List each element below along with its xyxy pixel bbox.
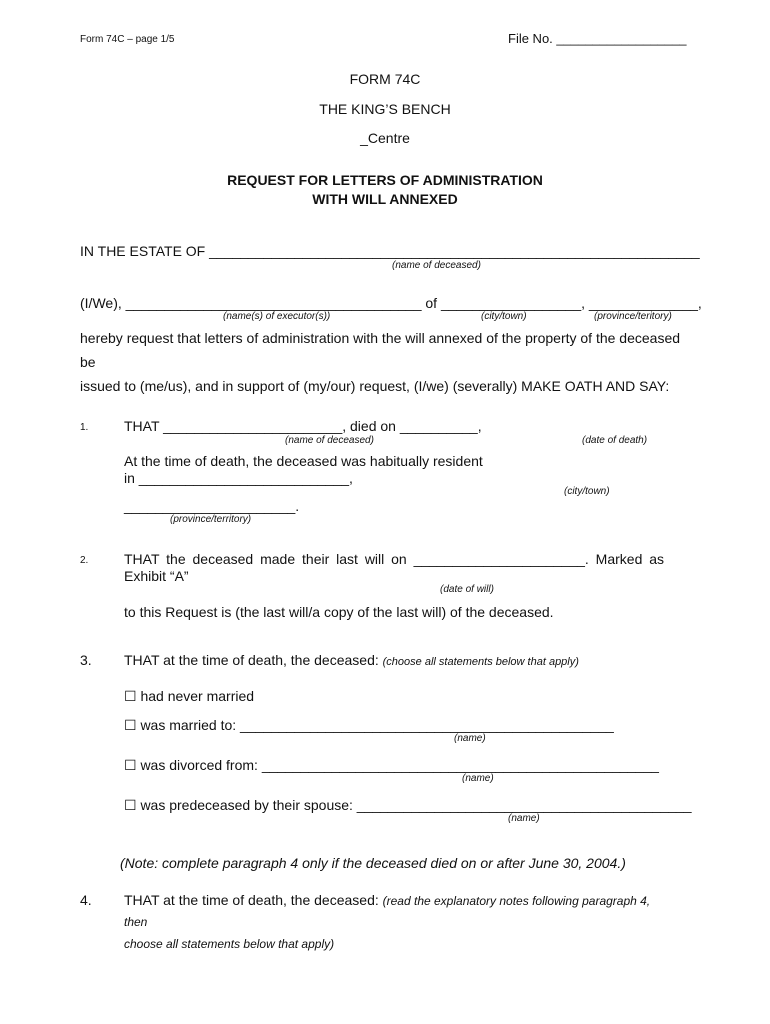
p1-name-note: (name of deceased): [285, 435, 374, 446]
applicant-city-note: (city/town): [481, 311, 527, 322]
paragraph-2-exhibit: Exhibit “A”: [124, 568, 189, 584]
paragraph-1-line: THAT _______________________, died on __________,: [124, 418, 482, 434]
form-title: FORM 74C: [349, 71, 421, 87]
p1-city-note: (city/town): [564, 486, 610, 497]
p1-province-line: ______________________.: [124, 498, 300, 514]
request-title-line1: REQUEST FOR LETTERS OF ADMINISTRATION: [227, 172, 543, 188]
p1-resident-city: in ___________________________,: [124, 470, 353, 486]
p2-date-note: (date of will): [440, 584, 494, 595]
paragraph-2-number: 2.: [80, 555, 89, 566]
paragraph-1-number: 1.: [80, 422, 89, 433]
request-text: hereby request that letters of administration with the will annexed of the property of the deceased: [80, 330, 681, 346]
request-title-line2: WITH WILL ANNEXED: [312, 191, 458, 207]
married-name-note: (name): [454, 733, 486, 744]
request-text-cont: be: [80, 354, 96, 370]
option-divorced-from[interactable]: ☐ was divorced from: ___________________________________________________: [124, 757, 659, 773]
p1-province-note: (province/territory): [170, 514, 252, 525]
paragraph-4-number: 4.: [80, 892, 92, 908]
predeceased-name-note: (name): [508, 813, 540, 824]
p1-date-note: (date of death): [582, 435, 648, 446]
estate-line: IN THE ESTATE OF _______________________________________________________________: [80, 243, 700, 259]
paragraph-3-lead: THAT at the time of death, the deceased: (choose all statements below that apply): [124, 652, 579, 668]
estate-name-note: (name of deceased): [392, 260, 481, 271]
option-predeceased[interactable]: ☐ was predeceased by their spouse: ___________________________________________: [124, 797, 692, 813]
paragraph-4-choose: choose all statements below that apply): [124, 937, 335, 951]
executors-note: (name(s) of executor(s)): [223, 311, 331, 322]
file-number: File No. __________________: [508, 31, 687, 46]
oath-text: issued to (me/us), and in support of (my/our) request, (I/we) (severally) MAKE OATH AND SAY:: [80, 378, 670, 394]
option-married-to[interactable]: ☐ was married to: ________________________________________________: [124, 717, 614, 733]
centre-name: _Centre: [360, 130, 410, 146]
court-name: THE KING’S BENCH: [319, 101, 451, 117]
paragraph-2-request: to this Request is (the last will/a copy of the last will) of the deceased.: [124, 604, 554, 620]
p1-resident-text: At the time of death, the deceased was habitually resident: [124, 453, 483, 469]
page-indicator: Form 74C – page 1/5: [80, 34, 175, 45]
paragraph-2-line: THAT the deceased made their last will on ______________________. Marked as: [124, 551, 665, 567]
paragraph-4-then: then: [124, 915, 148, 929]
option-never-married[interactable]: ☐ had never married: [124, 688, 255, 704]
paragraph-4-note: (Note: complete paragraph 4 only if the deceased died on or after June 30, 2004.): [120, 855, 626, 871]
divorced-name-note: (name): [462, 773, 494, 784]
paragraph-3-number: 3.: [80, 652, 92, 668]
applicant-province-note: (province/teritory): [594, 311, 672, 322]
paragraph-4-lead: THAT at the time of death, the deceased: (read the explanatory notes following paragraph 4,: [124, 892, 651, 908]
applicant-line: (I/We), ______________________________________ of __________________, ______________,: [80, 295, 702, 311]
